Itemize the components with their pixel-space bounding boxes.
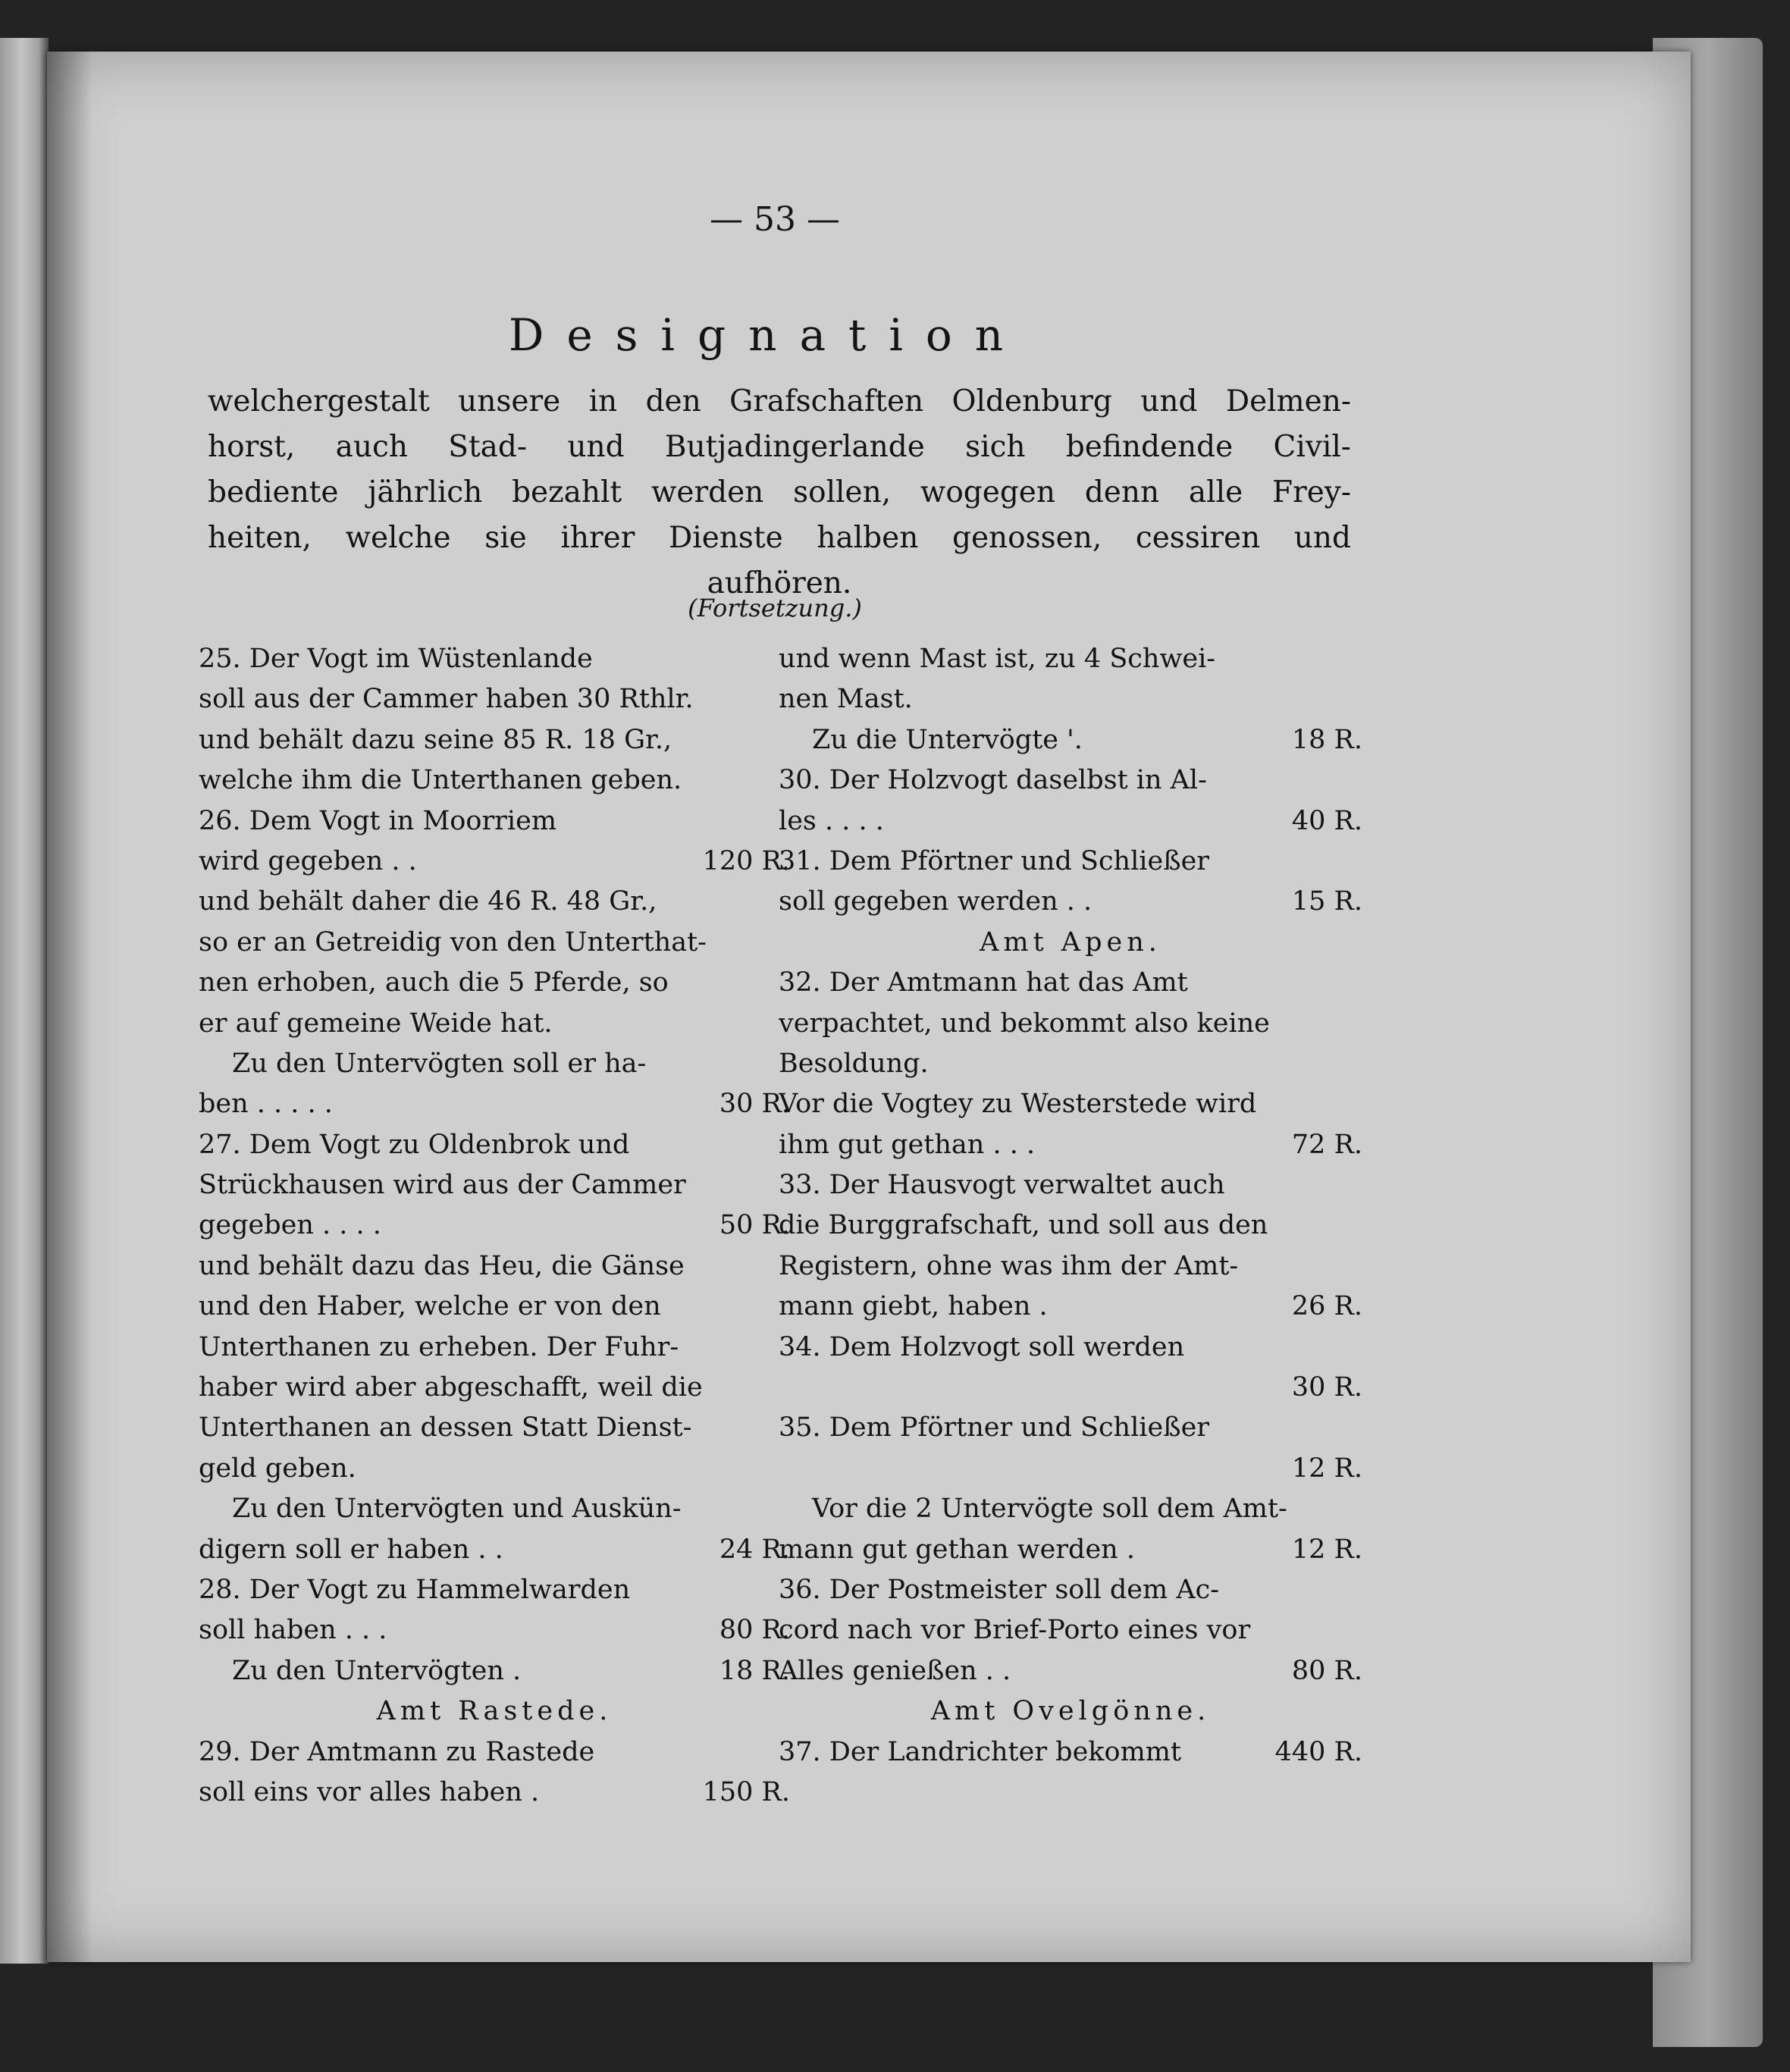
line-text: Zu die Untervögte '. (812, 724, 1083, 755)
text-line (779, 1125, 1362, 1165)
text-line (779, 1328, 1362, 1368)
previous-page-edge (0, 38, 49, 1964)
line-amount: 18 R. (1291, 724, 1362, 755)
page-title: Designation (508, 309, 1027, 361)
line-text: geld geben. (199, 1453, 356, 1484)
text-line (779, 1084, 1362, 1124)
line-text: 27. Dem Vogt zu Oldenbrok und (199, 1129, 630, 1160)
line-text: ben . . . . . (199, 1089, 333, 1120)
line-amount: 440 R. (1274, 1736, 1362, 1767)
text-line (199, 720, 790, 760)
book-page (47, 52, 1691, 1962)
text-line (199, 1368, 790, 1408)
line-text: Zu den Untervögten soll er ha- (232, 1048, 647, 1079)
line-text: 29. Der Amtmann zu Rastede (199, 1736, 595, 1767)
subtitle-line: welchergestalt unsere in den Grafschaften Oldenburg und Delmen- (208, 384, 1351, 418)
page-gutter-shadow (47, 52, 92, 1962)
title-subtitle (208, 379, 1351, 607)
text-line (779, 1408, 1362, 1448)
line-text: Registern, ohne was ihm der Amt- (779, 1250, 1239, 1281)
text-line (199, 1004, 790, 1044)
line-amount: 30 R. (719, 1089, 790, 1120)
text-line (779, 1368, 1362, 1408)
line-amount: 12 R. (1291, 1534, 1362, 1565)
text-line (199, 1125, 790, 1165)
line-amount: 24 R. (719, 1534, 790, 1565)
line-text: 25. Der Vogt im Wüstenlande (199, 644, 593, 674)
text-line (199, 801, 790, 842)
text-line (199, 1691, 790, 1732)
line-amount: 30 R. (1291, 1372, 1362, 1403)
text-line (779, 1246, 1362, 1287)
line-text: und behält dazu seine 85 R. 18 Gr., (199, 724, 672, 755)
line-text: Zu den Untervögten und Auskün- (232, 1494, 682, 1525)
line-text: cord nach vor Brief-Porto eines vor (779, 1615, 1251, 1646)
text-line (779, 1530, 1362, 1570)
line-text: 31. Dem Pförtner und Schließer (779, 845, 1210, 876)
text-line (199, 1449, 790, 1489)
line-amount: 72 R. (1291, 1129, 1362, 1160)
line-amount: 80 R. (1291, 1655, 1362, 1686)
text-line (199, 1651, 790, 1691)
line-amount: 26 R. (1291, 1291, 1362, 1322)
text-line (199, 760, 790, 801)
line-text: 36. Der Postmeister soll dem Ac- (779, 1574, 1220, 1605)
text-line (199, 1773, 790, 1813)
page-number: — 53 — (710, 200, 840, 239)
line-amount: 12 R. (1291, 1453, 1362, 1484)
text-line (779, 760, 1362, 801)
text-line (779, 1004, 1362, 1044)
line-text: soll haben . . . (199, 1615, 387, 1646)
line-text: Strückhausen wird aus der Cammer (199, 1170, 686, 1201)
text-line (779, 1449, 1362, 1489)
line-text: Unterthanen an dessen Statt Dienst- (199, 1412, 692, 1444)
text-line (779, 1489, 1362, 1529)
text-line (779, 801, 1362, 842)
text-line (199, 1084, 790, 1124)
continued-note: (Fortsetzung.) (688, 594, 862, 622)
text-line (779, 1732, 1362, 1773)
line-text: Vor die Vogtey zu Westerstede wird (779, 1089, 1257, 1120)
line-amount: 80 R. (719, 1615, 790, 1646)
text-line (779, 720, 1362, 760)
line-amount: 15 R. (1291, 886, 1362, 917)
line-text: und behält daher die 46 R. 48 Gr., (199, 886, 657, 917)
subtitle-line: heiten, welche sie ihrer Dienste halben genossen, cessiren und (208, 521, 1351, 555)
line-amount: 50 R. (719, 1210, 790, 1241)
line-text: Amt Rastede. (376, 1696, 613, 1727)
line-text: Alles genießen . . (779, 1655, 1011, 1686)
text-line (199, 1408, 790, 1448)
line-amount: 150 R. (702, 1776, 790, 1807)
line-text: 33. Der Hausvogt verwaltet auch (779, 1170, 1225, 1201)
text-line (779, 1165, 1362, 1205)
line-text: ihm gut gethan . . . (779, 1129, 1036, 1160)
text-line (779, 1610, 1362, 1650)
right-column (779, 639, 1362, 1773)
text-line (199, 1246, 790, 1287)
line-amount: 120 R. (702, 845, 790, 876)
line-text: les . . . . (779, 805, 884, 836)
text-line (199, 1165, 790, 1205)
text-line (199, 923, 790, 963)
subtitle-line: aufhören. (707, 566, 852, 600)
line-text: soll aus der Cammer haben 30 Rthlr. (199, 684, 694, 715)
line-text: und wenn Mast ist, zu 4 Schwei- (779, 644, 1216, 674)
line-text: welche ihm die Unterthanen geben. (199, 765, 682, 796)
line-text: mann giebt, haben . (779, 1291, 1048, 1322)
line-text: 30. Der Holzvogt daselbst in Al- (779, 765, 1207, 796)
text-line (199, 963, 790, 1003)
line-text: soll eins vor alles haben . (199, 1776, 540, 1807)
text-line (779, 639, 1362, 679)
text-line (199, 882, 790, 922)
line-text: nen Mast. (779, 684, 913, 715)
text-line (199, 1287, 790, 1327)
line-amount: 18 R. (719, 1655, 790, 1686)
line-text: 26. Dem Vogt in Moorriem (199, 805, 557, 836)
text-line (779, 1570, 1362, 1610)
text-line (199, 1044, 790, 1084)
line-text: Zu den Untervögten . (232, 1655, 522, 1686)
text-line (199, 1570, 790, 1610)
text-line (779, 923, 1362, 963)
line-amount: 40 R. (1291, 805, 1362, 836)
line-text: 28. Der Vogt zu Hammelwarden (199, 1574, 631, 1605)
text-line (199, 679, 790, 719)
line-text: soll gegeben werden . . (779, 886, 1092, 917)
line-text: 37. Der Landrichter bekommt (779, 1736, 1182, 1767)
line-text: nen erhoben, auch die 5 Pferde, so (199, 967, 669, 998)
line-text: 32. Der Amtmann hat das Amt (779, 967, 1188, 998)
text-line (199, 1530, 790, 1570)
line-text: Amt Ovelgönne. (930, 1696, 1211, 1727)
line-text: er auf gemeine Weide hat. (199, 1008, 553, 1039)
subtitle-line: horst, auch Stad- und Butjadingerlande sich befindende Civil- (208, 430, 1351, 464)
line-text: wird gegeben . . (199, 845, 417, 876)
line-text: Unterthanen zu erheben. Der Fuhr- (199, 1331, 679, 1362)
line-text: haber wird aber abgeschafft, weil die (199, 1372, 703, 1403)
text-line (199, 1489, 790, 1529)
text-line (199, 1610, 790, 1650)
text-line (199, 1328, 790, 1368)
line-text: mann gut gethan werden . (779, 1534, 1135, 1565)
line-text: 34. Dem Holzvogt soll werden (779, 1331, 1185, 1362)
text-line (779, 1651, 1362, 1691)
text-line (779, 679, 1362, 719)
subtitle-line: bediente jährlich bezahlt werden sollen, wogegen denn alle Frey- (208, 475, 1351, 509)
text-line (779, 882, 1362, 922)
text-line (199, 639, 790, 679)
line-text: verpachtet, und bekommt also keine (779, 1008, 1270, 1039)
text-line (779, 1691, 1362, 1732)
text-line (779, 1287, 1362, 1327)
line-text: digern soll er haben . . (199, 1534, 503, 1565)
text-line (199, 1732, 790, 1773)
text-line (199, 1205, 790, 1246)
line-text: und den Haber, welche er von den (199, 1291, 661, 1322)
line-text: Amt Apen. (980, 926, 1161, 958)
text-line (779, 1205, 1362, 1246)
line-text: die Burggrafschaft, und soll aus den (779, 1210, 1268, 1241)
line-text: 35. Dem Pförtner und Schließer (779, 1412, 1210, 1444)
line-text: Besoldung. (779, 1048, 929, 1079)
line-text: und behält dazu das Heu, die Gänse (199, 1250, 685, 1281)
text-line (779, 842, 1362, 882)
line-text: so er an Getreidig von den Unterthat- (199, 926, 707, 958)
text-line (779, 1044, 1362, 1084)
text-line (779, 963, 1362, 1003)
line-text: gegeben . . . . (199, 1210, 381, 1241)
line-text: Vor die 2 Untervögte soll dem Amt- (812, 1494, 1287, 1525)
text-line (199, 842, 790, 882)
left-column (199, 639, 790, 1813)
